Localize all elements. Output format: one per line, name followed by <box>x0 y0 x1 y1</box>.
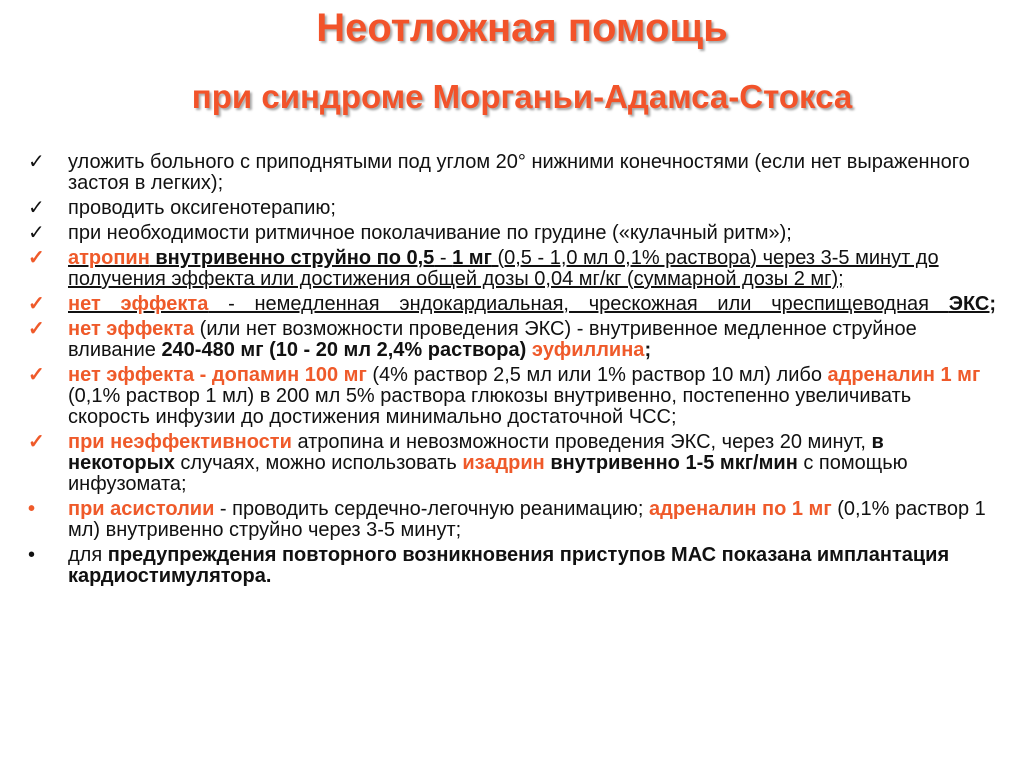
item-text-segment: - немедленная эндокардиальная, чрескожная или чреспищеводная <box>208 293 949 315</box>
item-text-segment: (0,1% раствор 1 мл) в 200 мл 5% раствора глюкозы внутривенно, постепенно увеличивать скорость инфузии до достижения минимально достаточной ЧСС; <box>68 385 912 428</box>
check-icon: ✓ <box>28 197 45 219</box>
item-text <box>68 319 996 361</box>
check-icon: ✓ <box>28 318 45 340</box>
item-text <box>68 248 996 290</box>
drug-name-atropine: атропин <box>68 247 150 269</box>
slide-subtitle: при синдроме Морганьи-Адамса-Стокса <box>191 78 853 115</box>
item-text-segment: (0,1% раствор 1 мл) внутривенно струйно через 3-5 минут; <box>68 498 986 541</box>
item-text-segment: (или нет возможности проведения ЭКС) - внутривенное медленное струйное вливание <box>68 318 917 361</box>
item-text-segment: (4% раствор 2,5 мл или 1% раствор 10 мл) либо <box>366 364 828 386</box>
item-text <box>68 499 996 541</box>
item-text-segment: атропина и невозможности проведения ЭКС, через 20 минут, <box>291 431 872 453</box>
item-text-segment: случаях, можно использовать <box>174 452 463 474</box>
item-text-segment: внутривенно струйно по 0,5 <box>149 247 435 269</box>
list-item <box>28 365 996 428</box>
list-item <box>28 198 996 219</box>
item-text-segment: ЭКС; <box>948 293 996 315</box>
ineffective-label: при неэффективности <box>68 431 292 453</box>
list-item <box>28 499 996 541</box>
list-item <box>28 223 996 244</box>
item-text-segment: уложить больного с приподнятыми под углом 20° нижними конечностями (если нет выраженного застоя в легких); <box>68 151 970 194</box>
check-icon: ✓ <box>28 431 45 453</box>
item-text-segment: для <box>68 544 108 566</box>
item-text-segment: - проводить сердечно-легочную реанимацию; <box>214 498 649 520</box>
list-item <box>28 319 996 361</box>
list-item <box>28 152 996 194</box>
drug-name-adrenaline: адреналин по 1 мг <box>649 498 832 520</box>
no-effect-label: нет эффекта <box>68 318 195 340</box>
item-text <box>68 198 996 219</box>
item-text-segment: с помощью инфузомата; <box>68 452 908 495</box>
item-text-segment: - <box>194 364 212 386</box>
item-text-segment: в некоторых <box>68 431 884 474</box>
slide-title: Неотложная помощь <box>316 6 728 50</box>
drug-name-adrenaline: адреналин 1 мг <box>827 364 981 386</box>
item-text <box>68 432 996 495</box>
list-item <box>28 248 996 290</box>
item-text-segment: - <box>434 247 453 269</box>
no-effect-label: нет эффекта <box>68 293 209 315</box>
bullet-list <box>28 152 996 591</box>
check-icon: ✓ <box>28 247 45 269</box>
check-icon: ✓ <box>28 364 45 386</box>
item-text-segment: 240-480 мг (10 - 20 мл 2,4% раствора) <box>161 339 527 361</box>
check-icon: ✓ <box>28 222 45 244</box>
item-text <box>68 294 996 315</box>
item-text-segment: ; <box>644 339 652 361</box>
bullet-icon: • <box>28 498 36 520</box>
item-text-segment: проводить оксигенотерапию; <box>68 197 336 219</box>
item-text <box>68 223 996 244</box>
no-effect-label: нет эффекта <box>68 364 195 386</box>
item-text-segment: 1 мг <box>452 247 492 269</box>
check-icon: ✓ <box>28 151 45 173</box>
item-text-segment: внутривенно 1-5 мкг/мин <box>544 452 798 474</box>
item-text-segment: при необходимости ритмичное поколачивание по грудине («кулачный ритм»); <box>68 222 792 244</box>
item-text <box>68 365 996 428</box>
drug-name-dopamine: допамин 100 мг <box>211 364 367 386</box>
item-text-segment: предупреждения повторного возникновения приступов МАС показана имплантация кардиостимулятора. <box>68 544 950 587</box>
list-item <box>28 432 996 495</box>
asystole-label: при асистолии <box>68 498 215 520</box>
bullet-icon: • <box>28 544 36 566</box>
item-text-segment: (0,5 - 1,0 мл 0,1% раствора) через 3-5 минут до получения эффекта или достижения общей дозы 0,04 мг/кг (суммарной дозы 2 мг); <box>68 247 939 290</box>
drug-name-euphyllin: эуфиллина <box>526 339 645 361</box>
item-text <box>68 152 996 194</box>
check-icon: ✓ <box>28 293 45 315</box>
list-item <box>28 294 996 315</box>
list-item <box>28 545 996 587</box>
drug-name-isadrin: изадрин <box>462 452 545 474</box>
item-text <box>68 545 996 587</box>
